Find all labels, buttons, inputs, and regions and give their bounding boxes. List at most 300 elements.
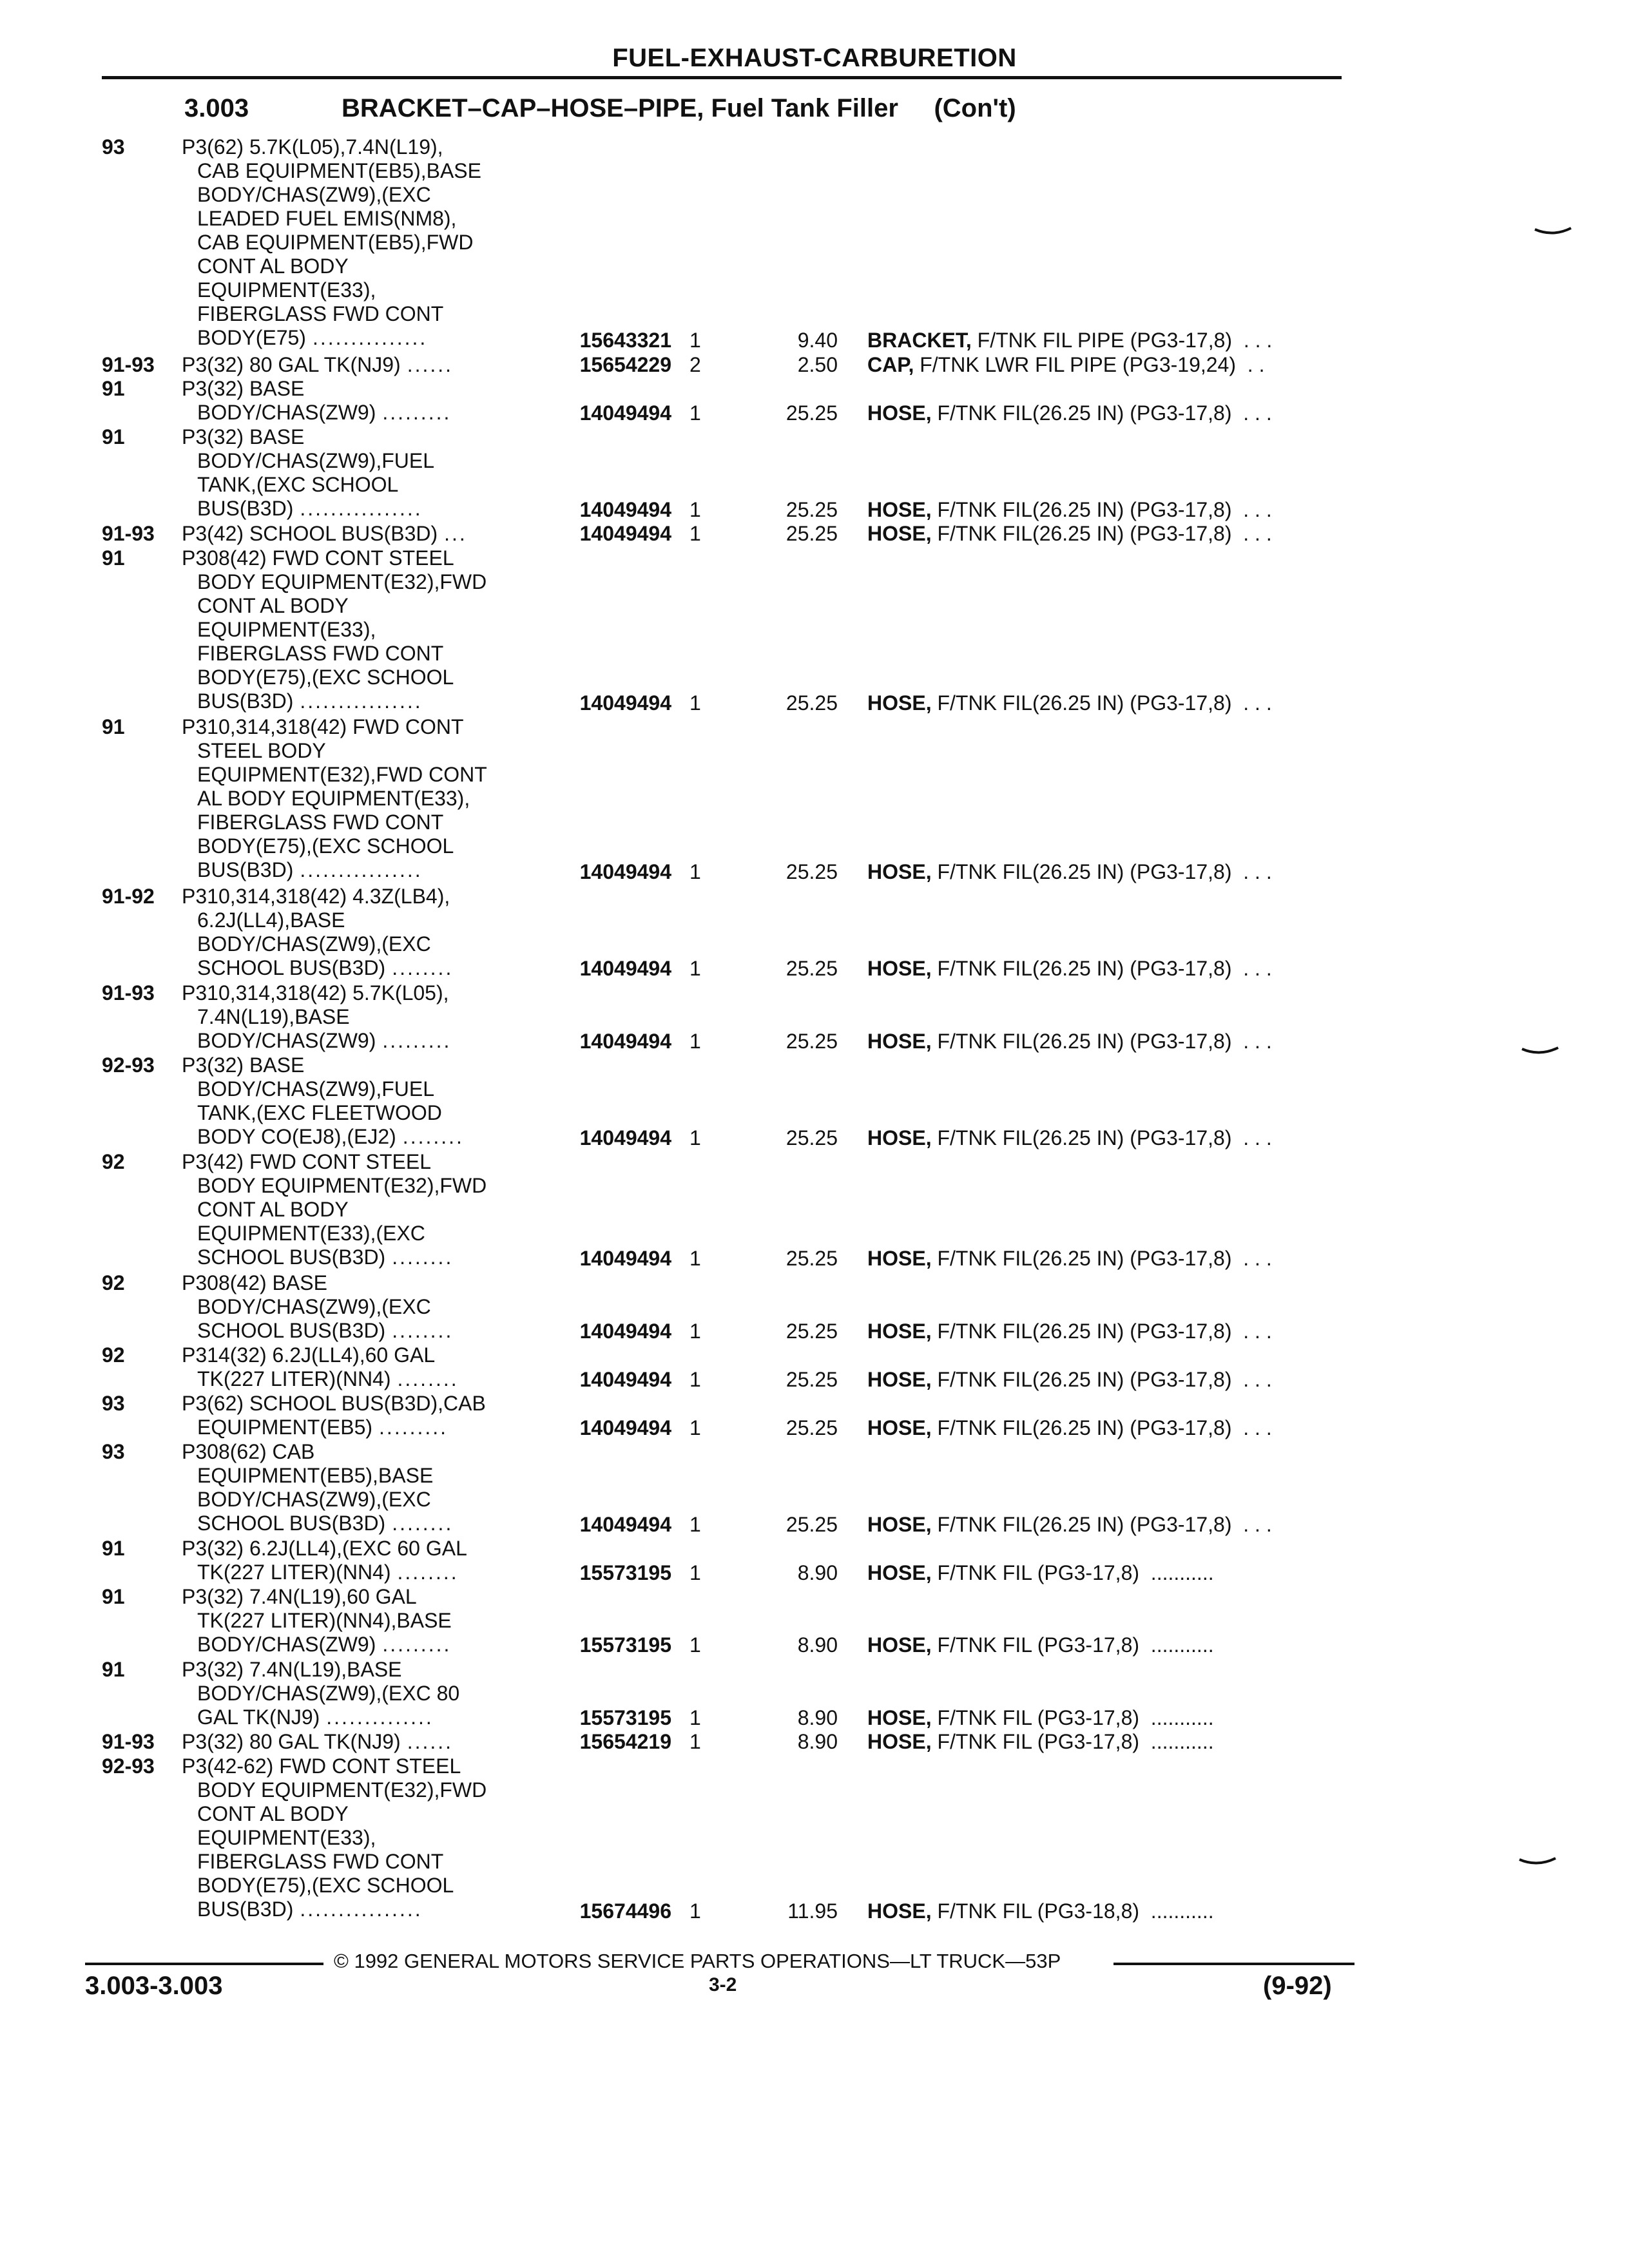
quantity: 1: [689, 1561, 701, 1584]
quantity: 1: [689, 1029, 701, 1053]
part-name-detail: F/TNK FIL(26.25 IN) (PG3-17,8) . . .: [931, 1416, 1272, 1439]
model-years: 91: [102, 1585, 125, 1608]
usage-text: P3(62) SCHOOL BUS(B3D),CAB: [182, 1392, 486, 1415]
usage-text: P314(32) 6.2J(LL4),60 GAL: [182, 1343, 436, 1367]
usage-description: [182, 1392, 486, 1439]
unit-price: 25.25: [786, 1126, 838, 1149]
usage-text: BODY CO(EJ8),(EJ2): [197, 1125, 396, 1148]
usage-text: CAB EQUIPMENT(EB5),BASE: [197, 159, 481, 182]
part-name-noun: HOSE,: [867, 1247, 932, 1270]
part-number: 15654229: [579, 352, 671, 376]
dot-leader: .........: [382, 1633, 452, 1656]
part-name-detail: F/TNK FIL(26.25 IN) (PG3-17,8) . . .: [931, 522, 1272, 545]
usage-line: [182, 1658, 459, 1682]
part-name-noun: HOSE,: [867, 1899, 932, 1923]
part-name-noun: HOSE,: [867, 401, 932, 425]
usage-line: [182, 1271, 453, 1295]
model-years: 91-93: [102, 352, 155, 376]
part-name-detail: F/TNK FIL (PG3-17,8) ...........: [931, 1633, 1214, 1657]
usage-text: EQUIPMENT(E33),(EXC: [197, 1222, 425, 1245]
usage-line: [182, 594, 487, 618]
dot-leader: ........: [392, 1512, 454, 1535]
usage-line: [182, 1826, 487, 1850]
usage-line: [182, 1222, 487, 1245]
usage-line: [182, 302, 481, 326]
dot-leader: .........: [382, 401, 452, 424]
dot-leader: ........: [397, 1561, 459, 1584]
usage-line: [182, 546, 487, 570]
part-name-noun: CAP,: [867, 352, 914, 376]
usage-text: BUS(B3D): [197, 497, 294, 520]
model-years: 91: [102, 715, 125, 738]
usage-text: FIBERGLASS FWD CONT: [197, 641, 444, 665]
usage-text: EQUIPMENT(E33),: [197, 617, 376, 641]
usage-description: [182, 981, 451, 1053]
footer-rule-right: [1113, 1963, 1354, 1965]
footer-copyright: © 1992 GENERAL MOTORS SERVICE PARTS OPERATIONS—LT TRUCK—53P: [334, 1950, 1061, 1972]
usage-text: TK(227 LITER)(NN4),BASE: [197, 1609, 452, 1632]
part-name-detail: F/TNK FIL(26.25 IN) (PG3-17,8) . . .: [931, 1247, 1272, 1270]
part-name: [867, 1416, 1272, 1440]
part-name-noun: HOSE,: [867, 957, 932, 980]
usage-line: [182, 1319, 453, 1343]
usage-line: [182, 255, 481, 278]
usage-description: [182, 1658, 459, 1729]
usage-line: [182, 787, 487, 811]
punch-mark: [1521, 1046, 1559, 1055]
usage-line: [182, 1754, 487, 1778]
usage-description: [182, 1271, 453, 1343]
usage-text: P3(32) BASE: [182, 377, 305, 400]
usage-line: [182, 885, 453, 908]
usage-description: [182, 1053, 464, 1149]
usage-line: [182, 811, 487, 834]
part-name-noun: HOSE,: [867, 1319, 932, 1343]
usage-description: [182, 1754, 487, 1921]
part-name-noun: HOSE,: [867, 1706, 932, 1729]
part-name: [867, 522, 1272, 546]
usage-text: P310,314,318(42) FWD CONT: [182, 715, 464, 738]
usage-line: [182, 1706, 459, 1729]
usage-text: BODY/CHAS(ZW9): [197, 401, 376, 424]
footer-rule-left: [85, 1963, 323, 1965]
usage-line: [182, 1682, 459, 1706]
usage-line: [182, 1537, 467, 1561]
usage-text: P3(42) SCHOOL BUS(B3D): [182, 522, 438, 545]
model-years: 91: [102, 546, 125, 570]
model-years: 92: [102, 1150, 125, 1173]
usage-text: BODY EQUIPMENT(E32),FWD: [197, 1174, 487, 1197]
usage-text: P3(42-62) FWD CONT STEEL: [182, 1754, 461, 1778]
part-number: 15643321: [579, 329, 671, 352]
model-years: 91: [102, 1537, 125, 1560]
unit-price: 2.50: [797, 352, 838, 376]
dot-leader: ......: [407, 352, 454, 376]
usage-line: [182, 326, 481, 350]
usage-line: [182, 1245, 487, 1269]
usage-text: P308(62) CAB: [182, 1440, 315, 1463]
usage-text: LEADED FUEL EMIS(NM8),: [197, 207, 457, 230]
usage-text: P3(62) 5.7K(L05),7.4N(L19),: [182, 135, 443, 159]
usage-text: BUS(B3D): [197, 689, 294, 713]
usage-text: BODY/CHAS(ZW9),FUEL: [197, 1077, 435, 1100]
quantity: 1: [689, 1416, 701, 1439]
usage-text: FIBERGLASS FWD CONT: [197, 1849, 444, 1873]
quantity: 1: [689, 522, 701, 545]
model-years: 91-93: [102, 981, 155, 1004]
dot-leader: ..............: [326, 1705, 434, 1729]
unit-price: 9.40: [797, 329, 838, 352]
usage-line: [182, 1730, 453, 1754]
model-years: 91: [102, 377, 125, 400]
usage-description: [182, 885, 453, 980]
usage-text: FIBERGLASS FWD CONT: [197, 302, 444, 325]
header-rule: [102, 76, 1342, 79]
part-name-noun: HOSE,: [867, 1561, 932, 1584]
part-number: 14049494: [579, 1319, 671, 1343]
part-number: 14049494: [579, 522, 671, 545]
quantity: 1: [689, 1730, 701, 1753]
part-name-noun: HOSE,: [867, 1416, 932, 1439]
part-name-noun: HOSE,: [867, 860, 932, 883]
usage-text: BODY EQUIPMENT(E32),FWD: [197, 570, 487, 593]
part-number: 14049494: [579, 1416, 671, 1439]
usage-text: TK(227 LITER)(NN4): [197, 1561, 391, 1584]
part-name: [867, 1561, 1214, 1585]
usage-line: [182, 473, 434, 497]
unit-price: 8.90: [797, 1561, 838, 1584]
usage-line: [182, 1464, 453, 1488]
usage-text: BODY/CHAS(ZW9),FUEL: [197, 449, 435, 472]
usage-line: [182, 932, 453, 956]
usage-line: [182, 763, 487, 787]
usage-line: [182, 522, 467, 546]
usage-text: BODY/CHAS(ZW9),(EXC: [197, 932, 431, 956]
usage-text: BODY(E75),(EXC SCHOOL: [197, 665, 454, 689]
usage-text: SCHOOL BUS(B3D): [197, 1512, 386, 1535]
part-name: [867, 329, 1272, 352]
usage-line: [182, 1005, 451, 1029]
usage-line: [182, 1198, 487, 1222]
usage-line: [182, 1295, 453, 1319]
part-name: [867, 1320, 1272, 1343]
quantity: 1: [689, 1512, 701, 1536]
usage-line: [182, 689, 487, 713]
usage-text: 7.4N(L19),BASE: [197, 1004, 350, 1028]
part-name-noun: HOSE,: [867, 1633, 932, 1657]
section-number: 3.003: [184, 94, 249, 122]
part-name-detail: F/TNK FIL (PG3-17,8) ...........: [931, 1561, 1214, 1584]
usage-text: EQUIPMENT(EB5),BASE: [197, 1464, 434, 1487]
unit-price: 8.90: [797, 1706, 838, 1729]
usage-text: P308(42) FWD CONT STEEL: [182, 546, 454, 570]
part-name-detail: F/TNK FIL(26.25 IN) (PG3-17,8) . . .: [931, 1512, 1272, 1536]
usage-line: [182, 1633, 452, 1657]
usage-line: [182, 1416, 486, 1439]
part-name-noun: HOSE,: [867, 1126, 932, 1149]
part-name-detail: F/TNK FIL(26.25 IN) (PG3-17,8) . . .: [931, 401, 1272, 425]
part-name: [867, 1030, 1272, 1053]
quantity: 1: [689, 1319, 701, 1343]
unit-price: 25.25: [786, 1367, 838, 1391]
model-years: 91: [102, 1657, 125, 1681]
dot-leader: ........: [392, 1245, 454, 1269]
usage-line: [182, 1609, 452, 1633]
usage-text: P308(42) BASE: [182, 1271, 327, 1294]
usage-line: [182, 642, 487, 666]
usage-description: [182, 715, 487, 882]
part-name: [867, 1706, 1214, 1730]
usage-line: [182, 1778, 487, 1802]
usage-text: CONT AL BODY: [197, 593, 349, 617]
usage-line: [182, 1898, 487, 1921]
model-years: 93: [102, 1392, 125, 1415]
usage-line: [182, 207, 481, 231]
part-number: 15573195: [579, 1706, 671, 1729]
quantity: 1: [689, 329, 701, 352]
usage-text: P310,314,318(42) 5.7K(L05),: [182, 981, 449, 1004]
usage-text: BODY(E75),(EXC SCHOOL: [197, 834, 454, 858]
part-name-noun: HOSE,: [867, 497, 932, 521]
model-years: 93: [102, 1440, 125, 1463]
part-name: [867, 1126, 1272, 1150]
unit-price: 25.25: [786, 522, 838, 545]
part-name: [867, 860, 1272, 884]
usage-text: BODY/CHAS(ZW9),(EXC: [197, 1488, 431, 1511]
model-years: 91-92: [102, 884, 155, 908]
unit-price: 25.25: [786, 1416, 838, 1439]
quantity: 1: [689, 497, 701, 521]
usage-text: CONT AL BODY: [197, 1198, 349, 1221]
usage-text: BODY(E75),(EXC SCHOOL: [197, 1873, 454, 1897]
usage-text: FIBERGLASS FWD CONT: [197, 811, 444, 834]
usage-description: [182, 1585, 452, 1657]
usage-line: [182, 497, 434, 521]
quantity: 1: [689, 1367, 701, 1391]
usage-text: P3(32) 80 GAL TK(NJ9): [182, 1730, 401, 1753]
usage-text: TANK,(EXC SCHOOL: [197, 473, 399, 496]
part-name: [867, 1513, 1272, 1537]
usage-line: [182, 1488, 453, 1512]
usage-line: [182, 1174, 487, 1198]
unit-price: 8.90: [797, 1633, 838, 1657]
usage-text: EQUIPMENT(E32),FWD CONT: [197, 763, 487, 786]
usage-line: [182, 353, 453, 377]
part-name-detail: F/TNK FIL(26.25 IN) (PG3-17,8) . . .: [931, 860, 1272, 883]
part-name-detail: F/TNK LWR FIL PIPE (PG3-19,24) . .: [914, 352, 1265, 376]
part-number: 14049494: [579, 1247, 671, 1270]
usage-text: EQUIPMENT(E33),: [197, 278, 376, 302]
usage-text: BODY/CHAS(ZW9): [197, 1633, 376, 1656]
part-name: [867, 1730, 1214, 1754]
usage-text: P3(32) 80 GAL TK(NJ9): [182, 352, 401, 376]
part-number: 14049494: [579, 691, 671, 715]
category-header: FUEL-EXHAUST-CARBURETION: [612, 44, 1017, 72]
usage-description: [182, 353, 453, 377]
part-number: 14049494: [579, 860, 671, 883]
part-name-detail: F/TNK FIL PIPE (PG3-17,8) . . .: [971, 329, 1273, 352]
usage-line: [182, 135, 481, 159]
dot-leader: ................: [300, 1897, 423, 1921]
punch-mark: [1534, 227, 1572, 236]
part-number: 14049494: [579, 497, 671, 521]
part-name-noun: HOSE,: [867, 1367, 932, 1391]
usage-text: BODY/CHAS(ZW9),(EXC: [197, 183, 431, 206]
usage-text: BODY/CHAS(ZW9): [197, 1028, 376, 1052]
usage-line: [182, 1150, 487, 1174]
usage-text: GAL TK(NJ9): [197, 1705, 320, 1729]
usage-text: BODY EQUIPMENT(E32),FWD: [197, 1778, 487, 1802]
part-name-noun: HOSE,: [867, 522, 932, 545]
usage-description: [182, 1440, 453, 1535]
part-name: [867, 498, 1272, 522]
model-years: 92-93: [102, 1053, 155, 1077]
part-number: 14049494: [579, 1512, 671, 1536]
usage-line: [182, 1392, 486, 1416]
usage-line: [182, 1343, 459, 1367]
part-name-detail: F/TNK FIL (PG3-18,8) ...........: [931, 1899, 1214, 1923]
part-number: 14049494: [579, 1126, 671, 1149]
usage-line: [182, 1802, 487, 1826]
usage-line: [182, 231, 481, 255]
usage-text: TK(227 LITER)(NN4): [197, 1367, 391, 1390]
quantity: 1: [689, 1899, 701, 1923]
usage-line: [182, 425, 434, 449]
usage-line: [182, 908, 453, 932]
usage-line: [182, 278, 481, 302]
usage-text: 6.2J(LL4),BASE: [197, 908, 345, 932]
quantity: 1: [689, 860, 701, 883]
usage-line: [182, 1125, 464, 1149]
model-years: 92: [102, 1271, 125, 1294]
unit-price: 25.25: [786, 1319, 838, 1343]
part-name-detail: F/TNK FIL(26.25 IN) (PG3-17,8) . . .: [931, 1319, 1272, 1343]
usage-text: CONT AL BODY: [197, 255, 349, 278]
usage-line: [182, 570, 487, 594]
part-name-detail: F/TNK FIL(26.25 IN) (PG3-17,8) . . .: [931, 497, 1272, 521]
usage-line: [182, 981, 451, 1005]
usage-line: [182, 1512, 453, 1535]
dot-leader: ........: [397, 1367, 459, 1390]
unit-price: 8.90: [797, 1730, 838, 1753]
usage-line: [182, 618, 487, 642]
usage-text: P3(32) 6.2J(LL4),(EXC 60 GAL: [182, 1537, 467, 1560]
usage-line: [182, 449, 434, 473]
usage-text: P3(32) BASE: [182, 1053, 305, 1077]
part-name-detail: F/TNK FIL (PG3-17,8) ...........: [931, 1706, 1214, 1729]
part-name: [867, 1368, 1272, 1392]
usage-line: [182, 1053, 464, 1077]
usage-text: SCHOOL BUS(B3D): [197, 1245, 386, 1269]
part-name-noun: HOSE,: [867, 1512, 932, 1536]
usage-text: CAB EQUIPMENT(EB5),FWD: [197, 231, 474, 254]
part-name: [867, 401, 1272, 425]
dot-leader: .........: [379, 1416, 448, 1439]
quantity: 1: [689, 1633, 701, 1657]
footer-section-range: 3.003-3.003: [85, 1972, 223, 2000]
dot-leader: .........: [382, 1028, 452, 1052]
usage-text: BODY/CHAS(ZW9),(EXC 80: [197, 1681, 460, 1705]
usage-text: EQUIPMENT(EB5): [197, 1416, 373, 1439]
part-name-detail: F/TNK FIL(26.25 IN) (PG3-17,8) . . .: [931, 691, 1272, 715]
usage-text: BODY/CHAS(ZW9),(EXC: [197, 1294, 431, 1318]
footer-date: (9-92): [1263, 1972, 1332, 2000]
usage-description: [182, 1537, 467, 1584]
model-years: 91-93: [102, 1730, 155, 1753]
usage-text: P3(32) 7.4N(L19),BASE: [182, 1657, 402, 1681]
part-name: [867, 1247, 1272, 1271]
quantity: 1: [689, 1126, 701, 1149]
section-title: BRACKET–CAP–HOSE–PIPE, Fuel Tank Filler (Con't): [342, 94, 1016, 122]
usage-description: [182, 522, 467, 546]
usage-line: [182, 715, 487, 739]
usage-text: TANK,(EXC FLEETWOOD: [197, 1101, 442, 1124]
unit-price: 25.25: [786, 957, 838, 980]
usage-line: [182, 1029, 451, 1053]
dot-leader: ................: [300, 689, 423, 713]
unit-price: 25.25: [786, 860, 838, 883]
quantity: 1: [689, 957, 701, 980]
usage-line: [182, 1101, 464, 1125]
part-number: 15674496: [579, 1899, 671, 1923]
part-name-detail: F/TNK FIL(26.25 IN) (PG3-17,8) . . .: [931, 1126, 1272, 1149]
punch-mark: [1518, 1857, 1557, 1866]
unit-price: 11.95: [787, 1899, 838, 1923]
part-number: 14049494: [579, 957, 671, 980]
usage-description: [182, 377, 451, 425]
dot-leader: ................: [300, 858, 423, 881]
usage-text: P3(32) BASE: [182, 425, 305, 448]
dot-leader: ...: [444, 522, 467, 545]
model-years: 93: [102, 135, 125, 159]
usage-line: [182, 183, 481, 207]
model-years: 92: [102, 1343, 125, 1367]
part-name-noun: HOSE,: [867, 1029, 932, 1053]
dot-leader: ........: [392, 1318, 454, 1342]
usage-description: [182, 1343, 459, 1391]
usage-line: [182, 1367, 459, 1391]
usage-line: [182, 1874, 487, 1898]
usage-line: [182, 401, 451, 425]
unit-price: 25.25: [786, 1029, 838, 1053]
usage-text: BODY(E75): [197, 326, 306, 349]
usage-text: SCHOOL BUS(B3D): [197, 956, 386, 979]
usage-text: AL BODY EQUIPMENT(E33),: [197, 787, 470, 810]
part-name-detail: F/TNK FIL(26.25 IN) (PG3-17,8) . . .: [931, 1029, 1272, 1053]
usage-line: [182, 666, 487, 689]
part-name-detail: F/TNK FIL (PG3-17,8) ...........: [931, 1730, 1214, 1753]
part-number: 14049494: [579, 1029, 671, 1053]
unit-price: 25.25: [786, 401, 838, 425]
usage-description: [182, 546, 487, 713]
part-number: 14049494: [579, 1367, 671, 1391]
quantity: 1: [689, 691, 701, 715]
usage-text: P3(32) 7.4N(L19),60 GAL: [182, 1585, 417, 1608]
unit-price: 25.25: [786, 1512, 838, 1536]
usage-line: [182, 834, 487, 858]
usage-line: [182, 377, 451, 401]
usage-text: BUS(B3D): [197, 858, 294, 881]
usage-description: [182, 425, 434, 521]
part-name-detail: F/TNK FIL(26.25 IN) (PG3-17,8) . . .: [931, 1367, 1272, 1391]
model-years: 91: [102, 425, 125, 448]
quantity: 2: [689, 352, 701, 376]
dot-leader: ........: [392, 956, 454, 979]
usage-description: [182, 1150, 487, 1269]
part-name-noun: BRACKET,: [867, 329, 972, 352]
usage-line: [182, 1077, 464, 1101]
part-number: 15654219: [579, 1730, 671, 1753]
